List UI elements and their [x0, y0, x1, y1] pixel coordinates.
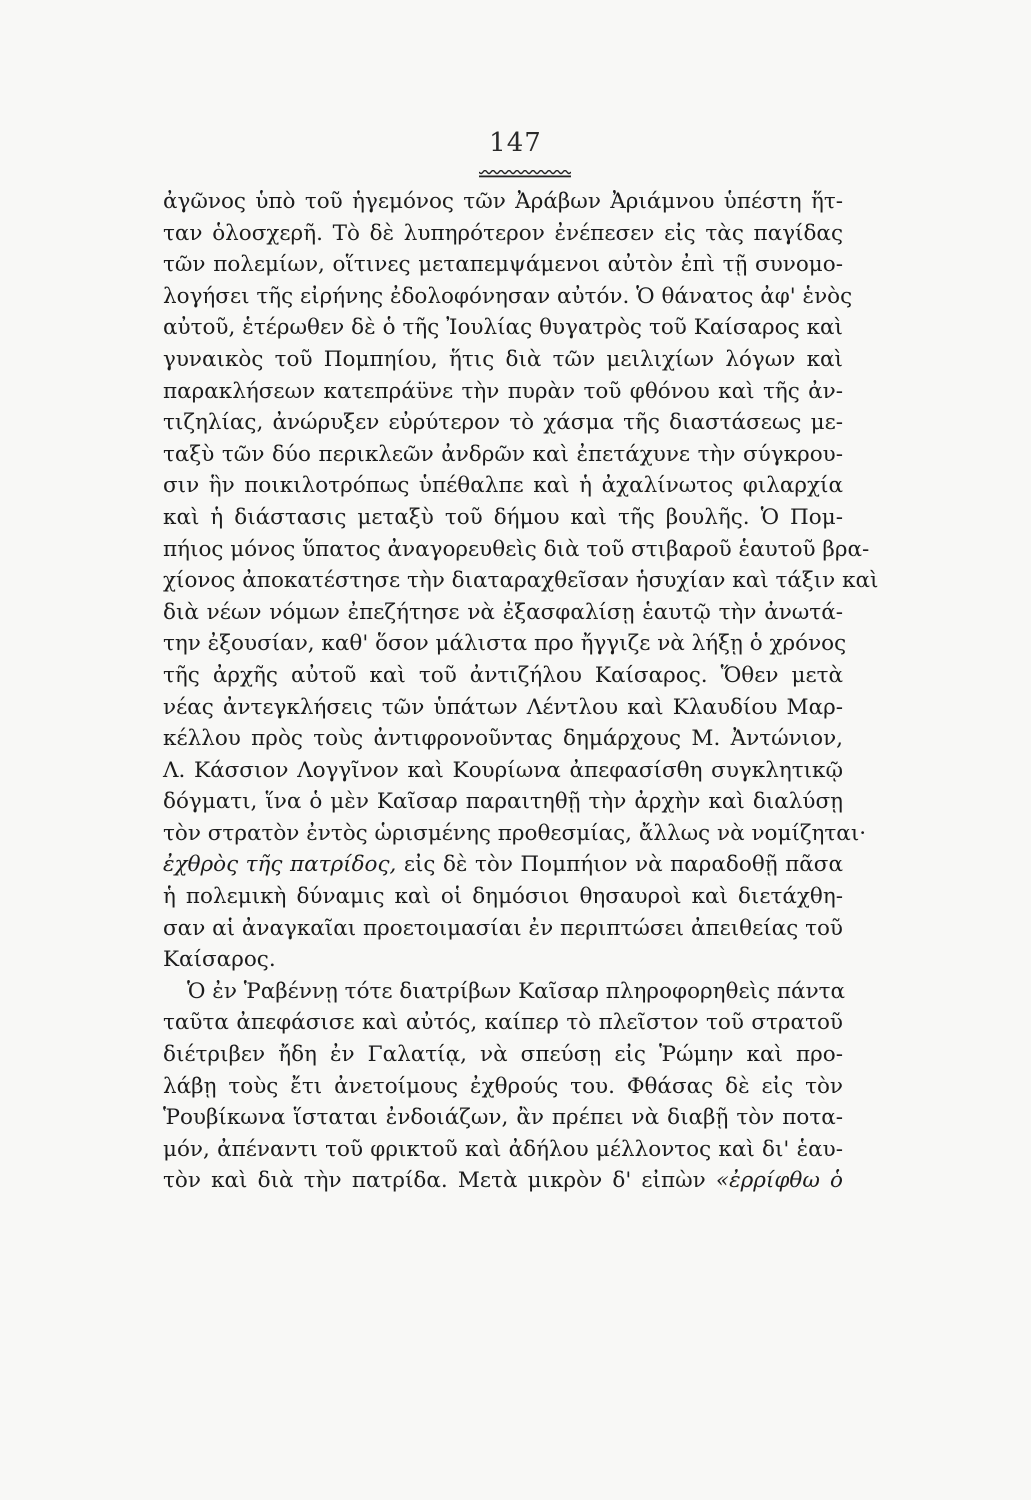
text-line: τὸν στρατὸν ἐντὸς ὡρισμένης προθεσμίας, ἄλλως νὰ νομίζηται· — [163, 820, 867, 846]
text-line: ταξὺ τῶν δύο περικλεῶν ἀνδρῶν καὶ ἐπετάχυνε τὴν σύγκρου- — [163, 441, 843, 467]
text-line: Λ. Κάσσιον Λογγῖνον καὶ Κουρίωνα ἀπεφασίσθη συγκλητικῷ — [163, 757, 843, 783]
text-line: λογήσει τῆς εἰρήνης ἐδολοφόνησαν αὐτόν. Ὁ θάνατος ἀφ' ἑνὸς — [163, 283, 853, 309]
text-line: λάβῃ τοὺς ἔτι ἀνετοίμους ἐχθρούς του. Φθάσας δὲ εἰς τὸν — [163, 1073, 843, 1099]
text-line: τῶν πολεμίων, οἵτινες μεταπεμψάμενοι αὐτὸν ἐπὶ τῇ συνομο- — [163, 252, 843, 278]
text-line: σιν ἣν ποικιλοτρόπως ὑπέθαλπε καὶ ἡ ἀχαλίνωτος φιλαρχία — [163, 473, 843, 499]
text-line: γυναικὸς τοῦ Πομπηίου, ἥτις διὰ τῶν μειλιχίων λόγων καὶ — [163, 346, 843, 372]
text-line: Ῥουβίκωνα ἵσταται ἐνδοιάζων, ἂν πρέπει νὰ διαβῇ τὸν ποτα- — [163, 1105, 843, 1131]
decorative-wavy-rule — [479, 170, 571, 178]
text-line: τῆς ἀρχῆς αὐτοῦ καὶ τοῦ ἀντιζήλου Καίσαρος. Ὅθεν μετὰ — [163, 662, 843, 688]
text-line: ἀγῶνος ὑπὸ τοῦ ἡγεμόνος τῶν Ἀράβων Ἀριάμνου ὑπέστη ἥτ- — [163, 189, 843, 214]
text-line-rest: εἰς δὲ τὸν Πομπήιον νὰ παραδοθῇ πᾶσα — [396, 852, 844, 878]
text-line: αὐτοῦ, ἑτέρωθεν δὲ ὁ τῆς Ἰουλίας θυγατρὸς τοῦ Καίσαρος καὶ — [163, 315, 843, 341]
text-line — [163, 1165, 843, 1197]
text-line: τιζηλίας, ἀνώρυξεν εὐρύτερον τὸ χάσμα τῆς διαστάσεως με- — [163, 410, 843, 436]
italic-quote: «ἐρρίφθω ὁ — [715, 1168, 843, 1194]
text-line: χίονος ἀποκατέστησε τὴν διαταραχθεῖσαν ἡσυχίαν καὶ τάξιν καὶ — [163, 568, 879, 594]
text-line: διέτριβεν ἤδη ἐν Γαλατίᾳ, νὰ σπεύσῃ εἰς Ῥώμην καὶ προ- — [163, 1042, 843, 1068]
body-text — [163, 186, 879, 1197]
text-line: ταῦτα ἀπεφάσισε καὶ αὐτός, καίπερ τὸ πλεῖστον τοῦ στρατοῦ — [163, 1010, 843, 1036]
text-line: καὶ ἡ διάστασις μεταξὺ τοῦ δήμου καὶ τῆς βουλῆς. Ὁ Πομ- — [163, 504, 843, 530]
text-line: ταν ὁλοσχερῆ. Τὸ δὲ λυπηρότερον ἐνέπεσεν εἰς τὰς παγίδας — [163, 220, 843, 246]
text-line: πήιος μόνος ὕπατος ἀναγορευθεὶς διὰ τοῦ στιβαροῦ ἑαυτοῦ βρα- — [163, 536, 870, 562]
paragraph-end-line: Καίσαρος. — [163, 947, 276, 973]
italic-phrase: ἐχθρὸς τῆς πατρίδος, — [163, 852, 397, 878]
text-line-start: τὸν καὶ διὰ τὴν πατρίδα. Μετὰ μικρὸν δ' εἰπὼν — [163, 1168, 716, 1194]
text-line: μόν, ἀπέναντι τοῦ φρικτοῦ καὶ ἀδήλου μέλλοντος καὶ δι' ἑαυ- — [163, 1136, 843, 1162]
text-line: ἡ πολεμικὴ δύναμις καὶ οἱ δημόσιοι θησαυροὶ καὶ διετάχθη- — [163, 884, 843, 910]
text-line: παρακλήσεων κατεπράϋνε τὴν πυρὰν τοῦ φθόνου καὶ τῆς ἀν- — [163, 378, 843, 404]
text-line: κέλλου πρὸς τοὺς ἀντιφρονοῦντας δημάρχους Μ. Ἀντώνιον, — [163, 726, 843, 752]
text-line: την ἐξουσίαν, καθ' ὅσον μάλιστα προ ἤγγιζε νὰ λήξῃ ὁ χρόνος — [163, 631, 847, 657]
page-number: 147 — [489, 128, 542, 158]
text-line: σαν αἱ ἀναγκαῖαι προετοιμασίαι ἐν περιπτώσει ἀπειθείας τοῦ — [163, 915, 843, 941]
paragraph-first-line: Ὁ ἐν Ῥαβέννῃ τότε διατρίβων Καῖσαρ πληροφορηθεὶς πάντα — [187, 978, 846, 1004]
text-line: νέας ἀντεγκλήσεις τῶν ὑπάτων Λέντλου καὶ Κλαυδίου Μαρ- — [163, 694, 843, 720]
text-line: διὰ νέων νόμων ἐπεζήτησε νὰ ἐξασφαλίσῃ ἑαυτῷ τὴν ἀνωτά- — [163, 599, 843, 625]
text-line: δόγματι, ἵνα ὁ μὲν Καῖσαρ παραιτηθῇ τὴν ἀρχὴν καὶ διαλύσῃ — [163, 789, 843, 815]
text-line — [163, 849, 843, 881]
